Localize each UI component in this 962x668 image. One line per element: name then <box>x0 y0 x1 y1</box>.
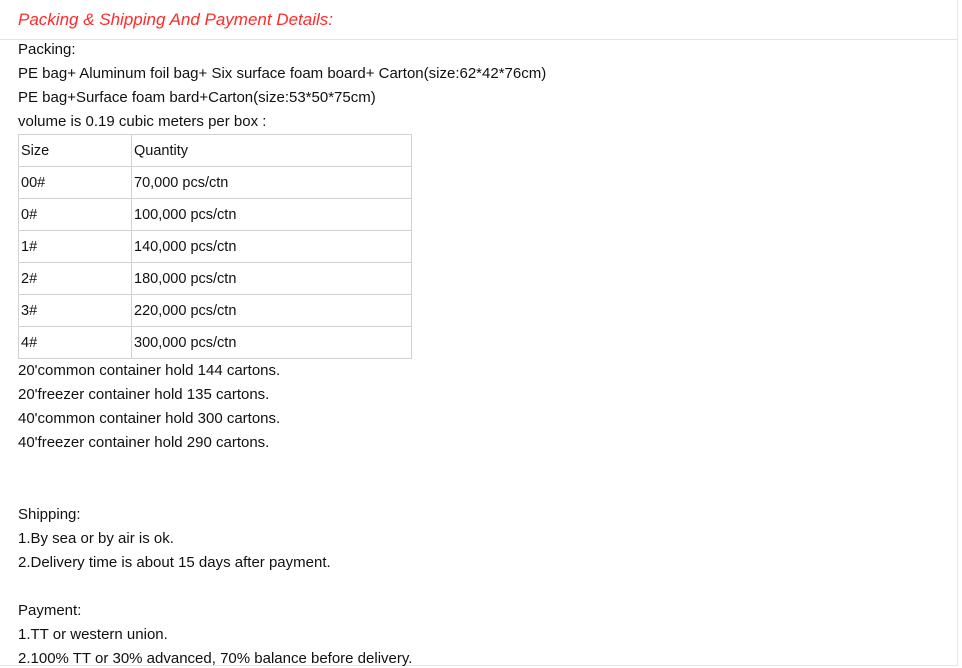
blank-line <box>18 455 938 479</box>
table-row <box>19 327 412 359</box>
size-cell: 4# <box>19 327 132 359</box>
size-cell: 3# <box>19 295 132 327</box>
size-cell: 1# <box>19 231 132 263</box>
shipping-heading: Shipping: <box>18 506 81 523</box>
details-content <box>18 38 938 668</box>
container-capacity-line: 40'freezer container hold 290 cartons. <box>18 434 270 451</box>
quantity-cell: 220,000 pcs/ctn <box>132 295 412 327</box>
quantity-cell: 70,000 pcs/ctn <box>132 167 412 199</box>
blank-line <box>18 575 938 599</box>
size-cell: 00# <box>19 167 132 199</box>
quantity-cell: 140,000 pcs/ctn <box>132 231 412 263</box>
table-row <box>19 199 412 231</box>
quantity-cell: 100,000 pcs/ctn <box>132 199 412 231</box>
table-header-row <box>19 135 412 167</box>
packing-line: PE bag+Surface foam bard+Carton(size:53*50*75cm) <box>18 89 376 106</box>
container-capacity-line: 40'common container hold 300 cartons. <box>18 410 281 427</box>
container-capacity-line: 20'common container hold 144 cartons. <box>18 362 281 379</box>
packing-heading: Packing: <box>18 41 76 58</box>
quantity-table <box>18 134 412 359</box>
payment-heading: Payment: <box>18 602 82 619</box>
quantity-cell: 300,000 pcs/ctn <box>132 327 412 359</box>
payment-line: 2.100% TT or 30% advanced, 70% balance before delivery. <box>18 650 413 667</box>
table-row <box>19 295 412 327</box>
packing-line: PE bag+ Aluminum foil bag+ Six surface foam board+ Carton(size:62*42*76cm) <box>18 65 547 82</box>
column-header-size: Size <box>19 135 132 167</box>
shipping-line: 1.By sea or by air is ok. <box>18 530 174 547</box>
shipping-line: 2.Delivery time is about 15 days after payment. <box>18 554 331 571</box>
packing-line: volume is 0.19 cubic meters per box : <box>18 113 267 130</box>
section-header <box>18 8 938 36</box>
quantity-cell: 180,000 pcs/ctn <box>132 263 412 295</box>
table-row <box>19 231 412 263</box>
container-capacity-line: 20'freezer container hold 135 cartons. <box>18 386 270 403</box>
table-row <box>19 167 412 199</box>
payment-line: 1.TT or western union. <box>18 626 168 643</box>
table-row <box>19 263 412 295</box>
blank-line <box>18 479 938 503</box>
size-cell: 0# <box>19 199 132 231</box>
page-title: Packing & Shipping And Payment Details: <box>18 10 333 29</box>
column-header-quantity: Quantity <box>132 135 412 167</box>
size-cell: 2# <box>19 263 132 295</box>
